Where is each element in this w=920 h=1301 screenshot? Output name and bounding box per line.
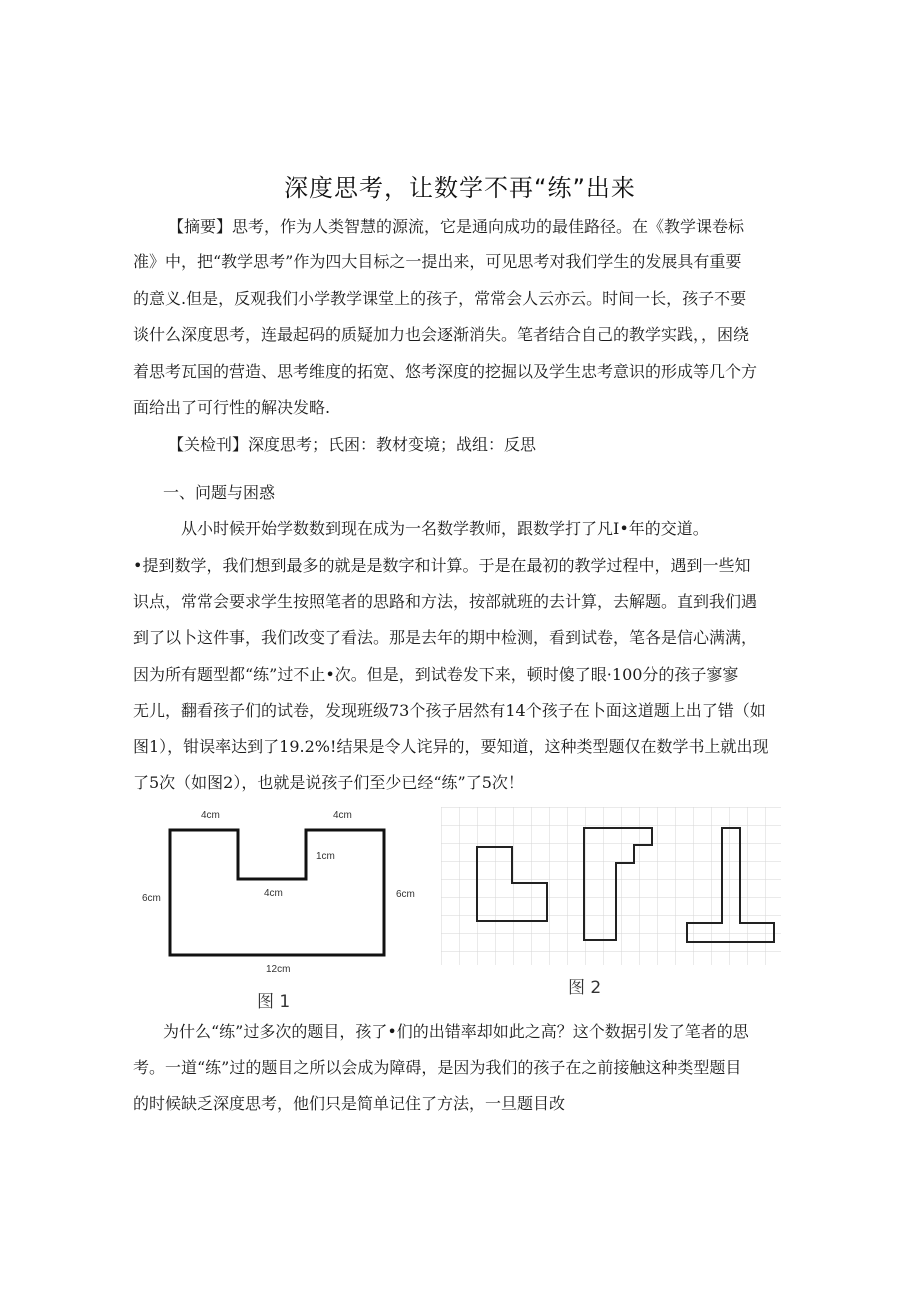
abstract-line: 准》中，把“教学思考”作为四大目标之一提出来，可见思考对我们学生的发展具有重要 — [133, 252, 742, 271]
figure-1-caption: 图 1 — [257, 992, 291, 1012]
body-line: 的时候缺乏深度思考，他们只是简单记住了方法，一旦题目改 — [133, 1094, 566, 1113]
body-line: 考。一道“练”过的题目之所以会成为障碍，是因为我们的孩子在之前接触这种类型题目 — [133, 1058, 742, 1077]
body-line: 到了以卜这件事，我们改变了看法。那是去年的期中检测，看到试卷，笔各是信心满满， — [133, 628, 758, 647]
body-line: 为什么“练”过多次的题目，孩了•们的出错率却如此之高？这个数据引发了笔者的思 — [163, 1022, 749, 1041]
label-top-left: 4cm — [201, 810, 220, 821]
body-line: 图1），钳误率达到了19.2%!结果是令人诧异的，要知道，这种类型题仅在数学书上就出现 — [133, 737, 769, 756]
figure-2-diagram — [440, 805, 790, 970]
figure-2 — [440, 805, 790, 1005]
body-line: 从小时候开始学数数到现在成为一名数学教师，跟数学打了凡I•年的交道。 — [181, 519, 709, 538]
body-line: 无儿，翻看孩子们的试卷，发现班级73个孩子居然有14个孩子在卜面这道题上出了错（如 — [133, 701, 766, 720]
section-heading: 一、问题与困惑 — [163, 483, 276, 502]
abstract-line: 面给出了可行性的解决发略. — [133, 398, 331, 417]
article-title: 深度思考，让数学不再“练”出来 — [284, 174, 636, 202]
figure-1 — [140, 800, 430, 1010]
label-notch-depth: 1cm — [316, 851, 335, 862]
abstract-line: 着思考瓦国的营造、思考维度的拓宽、悠考深度的挖掘以及学生忠考意识的形成等几个方 — [133, 362, 758, 381]
abstract-line: 【摘要】思考，作为人类智慧的源流，它是通向成功的最佳路径。在《教学课卷标 — [168, 217, 745, 236]
label-right: 6cm — [396, 889, 415, 900]
label-top-right: 4cm — [333, 810, 352, 821]
figure-2-caption: 图 2 — [568, 978, 602, 998]
abstract-line: 的意义.但是，反观我们小学教学课堂上的孩子，常常会人云亦云。时间一长，孩子不要 — [133, 289, 747, 308]
figure-1-diagram — [140, 800, 430, 980]
body-line: 了5次（如图2），也就是说孩子们至少已经“练”了5次！ — [133, 773, 524, 792]
body-line: •提到数学，我们想到最多的就是是数字和计算。于是在最初的教学过程中，遇到一些知 — [133, 556, 751, 575]
body-line: 识点，常常会要求学生按照笔者的思路和方法，按部就班的去计算，去解题。直到我们遇 — [133, 592, 758, 611]
keywords: 【关检刊】深度思考；氏困：教材变境；战组：反思 — [168, 435, 537, 454]
abstract-line: 谈什么深度思考，连最起码的质疑加力也会逐渐消失。笔者结合自己的教学实践，，困绕 — [133, 325, 750, 344]
label-notch-width: 4cm — [264, 888, 283, 899]
label-bottom: 12cm — [266, 964, 291, 975]
label-left: 6cm — [142, 893, 161, 904]
body-line: 因为所有题型都“练”过不止•次。但是，到试卷发下来，顿时傻了眼·100分的孩子寥寥 — [133, 665, 739, 684]
